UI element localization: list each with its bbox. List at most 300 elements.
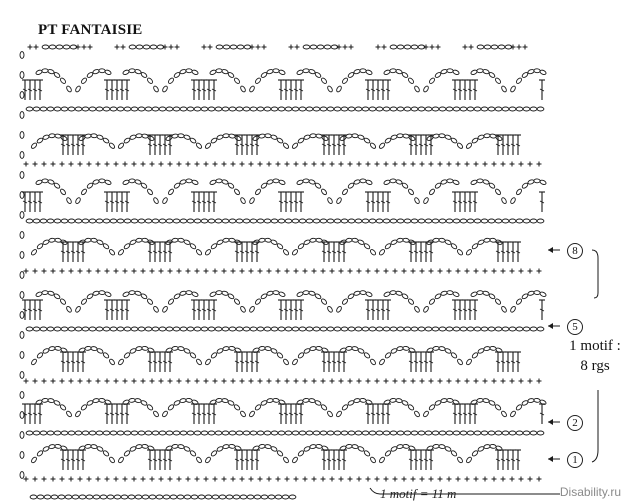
chain-stitch bbox=[509, 327, 516, 331]
chain-stitch bbox=[411, 45, 418, 49]
chain-stitch bbox=[509, 219, 516, 223]
chain-stitch bbox=[384, 352, 391, 359]
chain-stitch bbox=[460, 219, 467, 223]
chain-stitch bbox=[384, 450, 391, 457]
chain-stitch bbox=[495, 188, 502, 195]
chain-stitch bbox=[268, 495, 275, 499]
chain-stitch bbox=[68, 219, 75, 223]
chain-stitch bbox=[414, 197, 421, 204]
chain-stitch bbox=[60, 135, 67, 141]
chain-stitch bbox=[495, 135, 502, 141]
chain-stitch bbox=[264, 327, 271, 331]
chain-stitch bbox=[153, 306, 160, 313]
chain-stitch bbox=[131, 327, 138, 331]
chain-stitch bbox=[249, 85, 256, 92]
chain-stitch bbox=[250, 107, 257, 111]
chain-stitch bbox=[68, 107, 75, 111]
chain-stitch bbox=[270, 446, 277, 452]
chain-stitch bbox=[118, 456, 125, 463]
chain-stitch bbox=[523, 219, 530, 223]
chain-stitch bbox=[187, 107, 194, 111]
chain-stitch bbox=[104, 179, 111, 185]
chain-stitch bbox=[236, 219, 243, 223]
chain-stitch bbox=[177, 495, 184, 499]
chain-stitch bbox=[450, 137, 457, 144]
chain-stitch bbox=[327, 431, 334, 435]
chain-stitch bbox=[327, 85, 334, 92]
chain-stitch bbox=[376, 327, 383, 331]
chain-stitch bbox=[212, 495, 219, 499]
chain-stitch bbox=[143, 45, 150, 49]
chain-stitch bbox=[47, 219, 54, 223]
chain-stitch bbox=[460, 107, 467, 111]
chain-stitch bbox=[285, 431, 292, 435]
chain-stitch bbox=[128, 495, 135, 499]
chain-stitch bbox=[30, 249, 37, 256]
chain-stitch bbox=[131, 219, 138, 223]
chain-stitch bbox=[369, 327, 376, 331]
chain-stitch bbox=[159, 219, 166, 223]
pattern-title: PT FANTAISIE bbox=[38, 22, 143, 38]
chain-stitch bbox=[134, 69, 141, 75]
chain-stitch bbox=[208, 219, 215, 223]
chain-stitch bbox=[138, 327, 145, 331]
chain-stitch bbox=[360, 69, 367, 73]
chain-stitch bbox=[397, 134, 404, 138]
chain-stitch bbox=[276, 243, 283, 250]
chain-stitch bbox=[299, 219, 306, 223]
chain-stitch bbox=[33, 219, 40, 223]
turning-chain bbox=[20, 172, 24, 179]
chain-stitch bbox=[348, 431, 355, 435]
chain-stitch bbox=[110, 327, 117, 331]
chain-stitch bbox=[40, 219, 47, 223]
chain-stitch bbox=[390, 179, 397, 183]
chain-stitch bbox=[26, 327, 33, 331]
chain-stitch bbox=[411, 431, 418, 435]
chain-stitch bbox=[370, 358, 377, 365]
chain-stitch bbox=[408, 188, 415, 195]
chain-stitch bbox=[357, 348, 364, 354]
chain-stitch bbox=[334, 107, 341, 111]
chain-stitch bbox=[187, 327, 194, 331]
chain-stitch bbox=[395, 179, 402, 185]
chain-stitch bbox=[129, 290, 136, 294]
chain-stitch bbox=[61, 219, 68, 223]
chain-stitch bbox=[411, 219, 418, 223]
chain-stitch bbox=[150, 45, 157, 49]
chain-stitch bbox=[477, 69, 484, 73]
chain-stitch bbox=[234, 135, 241, 141]
chain-stitch bbox=[320, 219, 327, 223]
chain-stitch bbox=[159, 327, 166, 331]
chain-stitch bbox=[134, 179, 141, 185]
chain-stitch bbox=[404, 327, 411, 331]
chain-stitch bbox=[320, 298, 327, 305]
chain-stitch bbox=[89, 431, 96, 435]
chain-stitch bbox=[163, 495, 170, 499]
chain-stitch bbox=[40, 431, 47, 435]
chain-stitch bbox=[484, 134, 491, 138]
chain-stitch bbox=[129, 69, 136, 73]
chain-stitch bbox=[360, 290, 367, 294]
chain-stitch bbox=[408, 135, 415, 141]
chain-stitch bbox=[180, 219, 187, 223]
chain-stitch bbox=[432, 107, 439, 111]
chain-stitch bbox=[109, 456, 116, 463]
chain-stitch bbox=[404, 45, 411, 49]
turning-chain bbox=[20, 412, 24, 419]
watermark: Disability.ru bbox=[559, 485, 621, 499]
chain-stitch bbox=[510, 410, 517, 417]
chain-stitch bbox=[539, 179, 546, 185]
chain-stitch bbox=[303, 69, 310, 73]
chain-stitch bbox=[147, 135, 154, 141]
chain-stitch bbox=[250, 219, 257, 223]
chain-stitch bbox=[215, 107, 222, 111]
chain-stitch bbox=[117, 142, 124, 149]
chain-stitch bbox=[363, 137, 370, 144]
chain-stitch bbox=[89, 219, 96, 223]
chain-stitch bbox=[370, 456, 377, 463]
chain-stitch bbox=[153, 410, 160, 417]
chain-stitch bbox=[352, 134, 359, 138]
chain-stitch bbox=[498, 45, 505, 49]
chain-stitch bbox=[30, 495, 37, 499]
chain-stitch bbox=[282, 249, 289, 256]
chain-stitch bbox=[482, 69, 489, 75]
chain-stitch bbox=[444, 239, 451, 245]
chain-stitch bbox=[75, 410, 82, 417]
turning-chain bbox=[20, 192, 24, 199]
chain-stitch bbox=[299, 327, 306, 331]
chain-stitch bbox=[425, 431, 432, 435]
chain-stitch bbox=[75, 107, 82, 111]
chain-stitch bbox=[146, 404, 153, 411]
chain-stitch bbox=[452, 291, 459, 297]
chain-stitch bbox=[471, 352, 478, 359]
chain-stitch bbox=[275, 495, 282, 499]
chain-stitch bbox=[341, 298, 348, 305]
chain-stitch bbox=[162, 306, 169, 313]
chain-stitch bbox=[80, 298, 87, 305]
chain-stitch bbox=[453, 107, 460, 111]
chain-stitch bbox=[313, 327, 320, 331]
chain-stitch bbox=[484, 45, 491, 49]
chain-stitch bbox=[243, 107, 250, 111]
chain-stitch bbox=[446, 107, 453, 111]
chain-stitch bbox=[447, 290, 454, 294]
chain-stitch bbox=[152, 107, 159, 111]
chain-stitch bbox=[303, 45, 310, 49]
chain-stitch bbox=[222, 327, 229, 331]
chain-stitch bbox=[240, 410, 247, 417]
chain-stitch bbox=[234, 188, 241, 195]
chain-stitch bbox=[523, 327, 530, 331]
chain-stitch bbox=[523, 107, 530, 111]
chain-stitch bbox=[324, 45, 331, 49]
chain-stitch bbox=[428, 77, 435, 84]
chain-stitch bbox=[515, 298, 522, 305]
chain-stitch bbox=[495, 431, 502, 435]
chain-stitch bbox=[33, 107, 40, 111]
chain-stitch bbox=[447, 69, 454, 73]
chain-stitch bbox=[205, 495, 212, 499]
chain-stitch bbox=[341, 107, 348, 111]
chain-stitch bbox=[59, 404, 66, 411]
chain-stitch bbox=[482, 179, 489, 185]
chain-stitch bbox=[75, 85, 82, 92]
chain-stitch bbox=[407, 404, 414, 411]
chain-stitch bbox=[53, 72, 60, 79]
chain-stitch bbox=[378, 142, 385, 149]
chain-stitch bbox=[166, 327, 173, 331]
chain-stitch bbox=[53, 400, 60, 406]
chain-stitch bbox=[355, 219, 362, 223]
chain-stitch bbox=[205, 358, 212, 365]
chain-stitch bbox=[123, 352, 130, 359]
chain-stitch bbox=[124, 107, 131, 111]
chain-stitch bbox=[187, 219, 194, 223]
chain-stitch bbox=[42, 290, 49, 294]
chain-stitch bbox=[40, 327, 47, 331]
chain-stitch bbox=[189, 243, 196, 250]
chain-stitch bbox=[47, 431, 54, 435]
chain-stitch bbox=[341, 219, 348, 223]
chain-stitch bbox=[99, 179, 106, 183]
chain-stitch bbox=[334, 219, 341, 223]
chain-stitch bbox=[145, 107, 152, 111]
chain-stitch bbox=[488, 107, 495, 111]
chain-stitch bbox=[166, 107, 173, 111]
chain-stitch bbox=[196, 358, 203, 365]
chain-stitch bbox=[180, 431, 187, 435]
chain-stitch bbox=[423, 85, 430, 92]
chain-stitch bbox=[191, 495, 198, 499]
chain-stitch bbox=[194, 431, 201, 435]
chain-stitch bbox=[303, 179, 310, 183]
chain-stitch bbox=[236, 327, 243, 331]
chain-stitch bbox=[314, 182, 321, 189]
chain-stitch bbox=[418, 327, 425, 331]
chain-stitch bbox=[320, 77, 327, 84]
chain-stitch bbox=[47, 179, 54, 185]
chain-stitch bbox=[534, 179, 541, 183]
chain-stitch bbox=[310, 134, 317, 138]
chain-stitch bbox=[283, 358, 290, 365]
chain-stitch bbox=[229, 327, 236, 331]
chain-stitch bbox=[194, 107, 201, 111]
chain-stitch bbox=[183, 134, 190, 140]
chain-stitch bbox=[327, 306, 334, 313]
chain-stitch bbox=[99, 290, 106, 294]
chain-stitch bbox=[502, 431, 509, 435]
chain-stitch bbox=[254, 77, 261, 84]
motif-line-1: 1 motif : bbox=[569, 338, 621, 354]
chain-stitch bbox=[278, 431, 285, 435]
chain-stitch bbox=[390, 219, 397, 223]
chain-stitch bbox=[423, 306, 430, 313]
chain-stitch bbox=[327, 327, 334, 331]
chain-stitch bbox=[257, 327, 264, 331]
chain-stitch bbox=[452, 69, 459, 75]
chain-stitch bbox=[240, 197, 247, 204]
chain-stitch bbox=[103, 107, 110, 111]
chain-stitch bbox=[348, 327, 355, 331]
chain-stitch bbox=[117, 249, 124, 256]
chain-stitch bbox=[145, 327, 152, 331]
chain-stitch bbox=[26, 107, 33, 111]
chain-stitch bbox=[247, 495, 254, 499]
chain-stitch bbox=[365, 69, 372, 75]
chain-stitch bbox=[117, 431, 124, 435]
chain-stitch bbox=[186, 69, 193, 73]
chain-stitch bbox=[313, 107, 320, 111]
chain-stitch bbox=[270, 348, 277, 354]
chain-stitch bbox=[236, 107, 243, 111]
turning-chain bbox=[20, 212, 24, 219]
chain-stitch bbox=[117, 219, 124, 223]
chain-stitch bbox=[42, 45, 49, 49]
chain-stitch bbox=[292, 456, 299, 463]
chain-stitch bbox=[395, 69, 402, 75]
chain-stitch bbox=[428, 404, 435, 411]
chain-stitch bbox=[86, 495, 93, 499]
chain-stitch bbox=[341, 404, 348, 411]
chain-stitch bbox=[82, 327, 89, 331]
chain-stitch bbox=[336, 197, 343, 204]
chain-stitch bbox=[223, 134, 230, 138]
chain-stitch bbox=[63, 45, 70, 49]
chain-stitch bbox=[327, 410, 334, 417]
arrow-left-icon bbox=[548, 247, 553, 253]
chain-stitch bbox=[249, 197, 256, 204]
chain-stitch bbox=[216, 179, 223, 183]
chain-stitch bbox=[534, 290, 541, 294]
chain-stitch bbox=[178, 134, 185, 138]
chain-stitch bbox=[49, 134, 56, 138]
chain-stitch bbox=[216, 290, 223, 294]
chain-stitch bbox=[142, 495, 149, 499]
chain-stitch bbox=[66, 306, 73, 313]
turning-chain bbox=[20, 72, 24, 79]
chain-stitch bbox=[118, 358, 125, 365]
row-label-8: 8 bbox=[567, 243, 583, 259]
chain-stitch bbox=[369, 107, 376, 111]
chain-stitch bbox=[93, 495, 100, 499]
chain-stitch bbox=[320, 327, 327, 331]
chain-stitch bbox=[282, 495, 289, 499]
chain-stitch bbox=[450, 352, 457, 359]
chain-stitch bbox=[336, 306, 343, 313]
chain-stitch bbox=[306, 431, 313, 435]
chain-stitch bbox=[243, 431, 250, 435]
chain-stitch bbox=[96, 431, 103, 435]
chain-stitch bbox=[289, 495, 296, 499]
chain-stitch bbox=[303, 290, 310, 294]
chain-stitch bbox=[363, 450, 370, 457]
chain-stitch bbox=[145, 219, 152, 223]
chain-stitch bbox=[439, 219, 446, 223]
chain-stitch bbox=[102, 352, 109, 359]
chain-stitch bbox=[114, 495, 121, 499]
chain-stitch bbox=[515, 77, 522, 84]
chain-stitch bbox=[153, 85, 160, 92]
chain-stitch bbox=[82, 107, 89, 111]
chain-stitch bbox=[283, 456, 290, 463]
chain-stitch bbox=[276, 352, 283, 359]
chain-stitch bbox=[292, 327, 299, 331]
chain-stitch bbox=[539, 291, 546, 297]
chain-stitch bbox=[282, 142, 289, 149]
chain-stitch bbox=[227, 400, 234, 406]
chain-stitch bbox=[397, 107, 404, 111]
chain-stitch bbox=[439, 327, 446, 331]
chain-stitch bbox=[124, 431, 131, 435]
chain-stitch bbox=[466, 456, 473, 463]
chain-stitch bbox=[477, 290, 484, 294]
chain-stitch bbox=[317, 45, 324, 49]
chain-stitch bbox=[227, 72, 234, 79]
chain-stitch bbox=[404, 219, 411, 223]
chain-stitch bbox=[170, 495, 177, 499]
chain-stitch bbox=[411, 107, 418, 111]
chain-stitch bbox=[58, 495, 65, 499]
chain-stitch bbox=[96, 134, 103, 140]
chain-stitch bbox=[530, 431, 537, 435]
chain-stitch bbox=[186, 179, 193, 183]
chain-stitch bbox=[516, 219, 523, 223]
chain-stitch bbox=[201, 327, 208, 331]
chain-stitch bbox=[159, 431, 166, 435]
chain-stitch bbox=[495, 107, 502, 111]
chain-stitch bbox=[278, 327, 285, 331]
chain-stitch bbox=[428, 298, 435, 305]
turning-chain bbox=[20, 432, 24, 439]
chain-stitch bbox=[250, 327, 257, 331]
chain-stitch bbox=[407, 77, 414, 84]
chain-stitch bbox=[390, 107, 397, 111]
chain-stitch bbox=[502, 107, 509, 111]
chain-stitch bbox=[243, 219, 250, 223]
chain-stitch bbox=[314, 293, 321, 300]
chain-stitch bbox=[397, 45, 404, 49]
chain-stitch bbox=[321, 188, 328, 195]
chain-stitch bbox=[320, 107, 327, 111]
chain-stitch bbox=[495, 219, 502, 223]
chain-stitch bbox=[210, 243, 217, 250]
chain-stitch bbox=[273, 290, 280, 294]
chain-stitch bbox=[215, 431, 222, 435]
motif-note bbox=[560, 336, 629, 376]
chain-stitch bbox=[140, 400, 147, 406]
turning-chain bbox=[20, 112, 24, 119]
chain-stitch bbox=[306, 327, 313, 331]
turning-chain bbox=[20, 292, 24, 299]
chain-stitch bbox=[205, 456, 212, 463]
chain-stitch bbox=[149, 495, 156, 499]
chain-stitch bbox=[465, 249, 472, 256]
chain-stitch bbox=[383, 431, 390, 435]
chain-stitch bbox=[36, 352, 43, 359]
chain-stitch bbox=[82, 219, 89, 223]
chain-stitch bbox=[327, 219, 334, 223]
chain-stitch bbox=[100, 495, 107, 499]
chain-stitch bbox=[384, 243, 391, 250]
chain-stitch bbox=[348, 107, 355, 111]
turning-chain bbox=[20, 252, 24, 259]
chain-stitch bbox=[237, 45, 244, 49]
